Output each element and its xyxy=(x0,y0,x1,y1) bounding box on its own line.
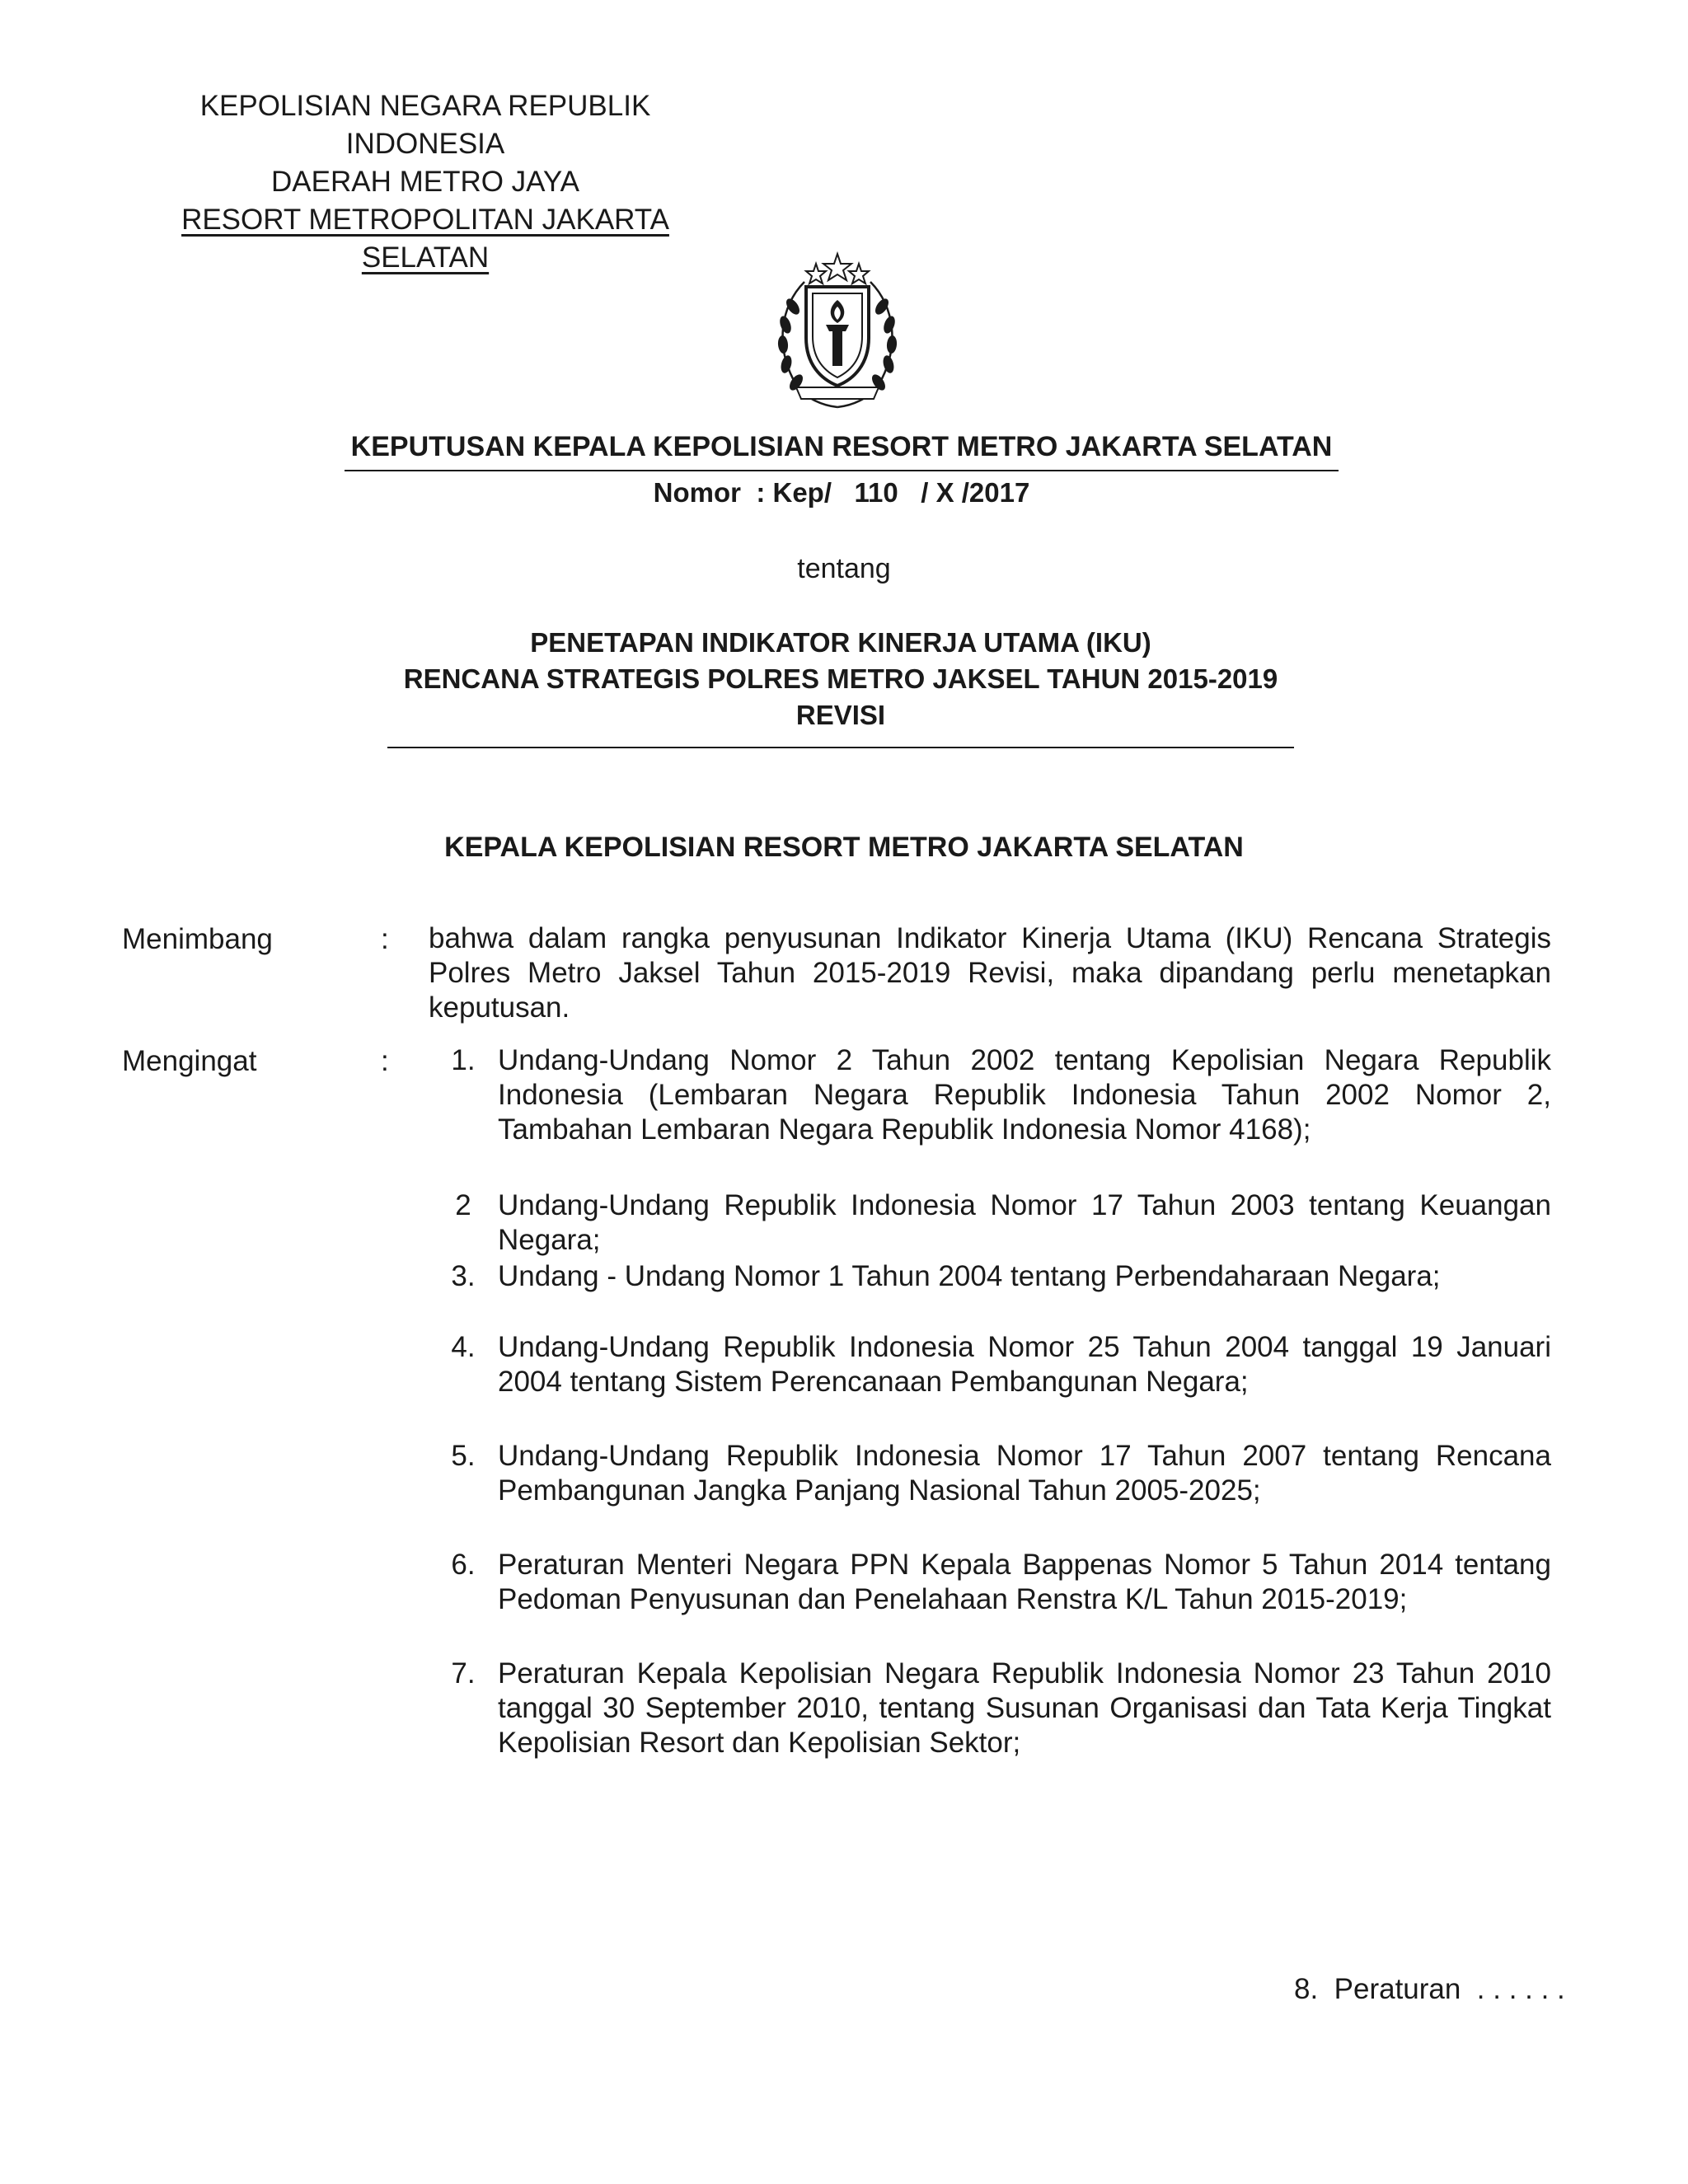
item-text: Undang-Undang Republik Indonesia Nomor 17 Tahun 2007 tentang Rencana Pembangunan Jangka Panjang Nasional Tahun 2005-2025; xyxy=(498,1440,1551,1507)
menimbang-colon: : xyxy=(381,923,389,955)
letterhead-line-1: KEPOLISIAN NEGARA REPUBLIK INDONESIA xyxy=(199,90,651,160)
menimbang-label: Menimbang xyxy=(122,923,273,955)
item-number: 3. xyxy=(451,1260,476,1292)
title-underline xyxy=(345,470,1339,471)
item-text: Peraturan Kepala Kepolisian Negara Republik Indonesia Nomor 23 Tahun 2010 tanggal 30 September 2010, tentang Susunan Organisasi dan Tata Kerja Tingkat Kepolisian Resort dan Kepolisian Sektor; xyxy=(498,1657,1551,1759)
item-text: Undang-Undang Republik Indonesia Nomor 17 Tahun 2003 tentang Keuangan Negara; xyxy=(498,1189,1551,1256)
subject-underline xyxy=(387,747,1294,748)
item-text: Peraturan Menteri Negara PPN Kepala Bappenas Nomor 5 Tahun 2014 tentang Pedoman Penyusunan dan Penelahaan Renstra K/L Tahun 2015-2019; xyxy=(498,1549,1551,1615)
letterhead xyxy=(125,87,725,277)
mengingat-label: Mengingat xyxy=(122,1045,257,1077)
subject-line-3: REVISI xyxy=(795,700,886,730)
item-number: 6. xyxy=(451,1549,476,1581)
letterhead-line-3: RESORT METROPOLITAN JAKARTA SELATAN xyxy=(181,204,669,274)
item-number: 1. xyxy=(451,1044,476,1076)
item-text: Undang-Undang Republik Indonesia Nomor 25 Tahun 2004 tanggal 19 Januari 2004 tentang Sistem Perencanaan Pembangunan Negara; xyxy=(498,1331,1551,1398)
tentang-label: tentang xyxy=(797,553,891,584)
item-text: Undang - Undang Nomor 1 Tahun 2004 tentang Perbendaharaan Negara; xyxy=(498,1260,1441,1292)
decree-subject xyxy=(387,625,1294,733)
item-number: 4. xyxy=(451,1331,476,1363)
police-emblem-icon xyxy=(747,249,928,414)
decree-title xyxy=(345,429,1339,471)
item-number: 5. xyxy=(451,1440,476,1472)
decree-heading: KEPUTUSAN KEPALA KEPOLISIAN RESORT METRO JAKARTA SELATAN xyxy=(350,431,1333,462)
item-number: 7. xyxy=(451,1657,476,1690)
letterhead-line-2: DAERAH METRO JAYA xyxy=(270,166,580,198)
mengingat-colon: : xyxy=(381,1045,389,1077)
item-number: 2 xyxy=(455,1189,471,1221)
menimbang-text: bahwa dalam rangka penyusunan Indikator Kinerja Utama (IKU) Rencana Strategis Polres Metro Jaksel Tahun 2015-2019 Revisi, maka dipandang perlu menetapkan keputusan. xyxy=(429,922,1551,1024)
subject-line-1: PENETAPAN INDIKATOR KINERJA UTAMA (IKU) xyxy=(530,627,1151,658)
subject-line-2: RENCANA STRATEGIS POLRES METRO JAKSEL TAHUN 2015-2019 xyxy=(403,663,1278,694)
item-text: Undang-Undang Nomor 2 Tahun 2002 tentang Kepolisian Negara Republik Indonesia (Lembaran Negara Republik Indonesia Tahun 2002 Nomor 2, Tambahan Lembaran Negara Republik Indonesia Nomor 4168); xyxy=(498,1044,1551,1146)
continuation-note: 8. Peraturan . . . . . . xyxy=(1294,1973,1565,2005)
decree-number: Nomor : Kep/ 110 / X /2017 xyxy=(653,477,1030,508)
issuing-authority: KEPALA KEPOLISIAN RESORT METRO JAKARTA SELATAN xyxy=(444,832,1244,863)
